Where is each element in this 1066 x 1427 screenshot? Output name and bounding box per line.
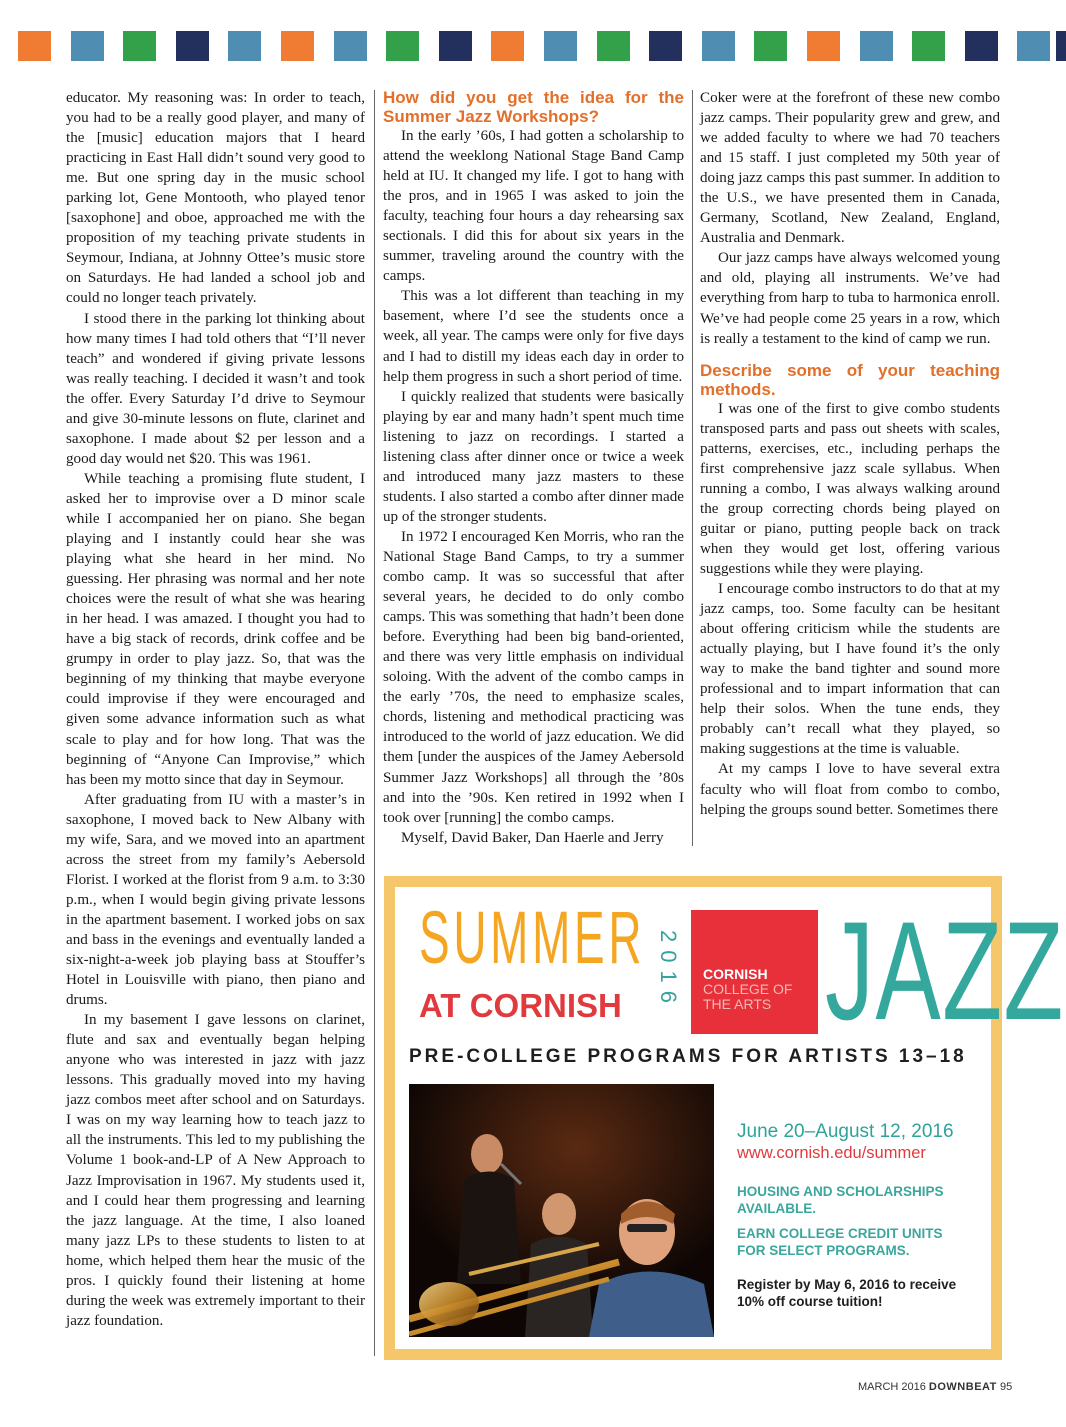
logo-subtitle: COLLEGE OF THE ARTS: [703, 981, 793, 1012]
color-block: [912, 31, 945, 61]
paragraph: While teaching a promising flute student, I asked her to improvise over a D minor scale while I accompanied her on piano. She began playing and I instantly could hear she was playing what she heard in her mind. No guessing. Her phrasing was normal and her note choices were the result of what she was hearing in her head. I was amazed. I thought you had to have a big stack of records, drink coffee and be grumpy in order to play jazz. So, that was the beginning of my thinking that maybe everyone could improvise if they were encouraged and given some advance information such as what scale to play and for how long. That was the beginning of “Anyone Can Improvise,” which has been my motto since that day in Seymour.: [66, 470, 365, 788]
column-divider: [692, 90, 693, 846]
article-column-2: [383, 88, 684, 848]
color-block: [860, 31, 893, 61]
color-block: [281, 31, 314, 61]
paragraph: educator. My reasoning was: In order to teach, you had to be a really good player, and many of the [music] education majors that I heard practicing in East Hall didn’t sound very good to me. But one spring day in the music school parking lot, Gene Montooth, who played tenor [saxophone] and oboe, approached me with the proposition of my teaching private students in Seymour, Indiana, at Johnny Ottee’s music store on Saturdays. He had landed a school job and could no longer teach privately.: [66, 90, 365, 307]
color-block: [334, 31, 367, 61]
ad-summer-title: SUMMER: [419, 896, 646, 979]
paragraph: I was one of the first to give combo students transposed parts and pass out sheets with scales, patterns, exercises, etc., including perhaps the first comprehensive jazz scale syllabus. When running a combo, I was always walking around the group correcting chords being played on guitar or piano, putting people back on track when they would get lost, offering various suggestions while they were playing.: [700, 400, 1000, 577]
color-block: [123, 31, 156, 61]
color-block: [1017, 31, 1050, 61]
ad-year: 2016: [656, 929, 681, 1011]
paragraph: At my camps I love to have several extra faculty who will float from combo to combo, helping the groups sound better. Sometimes there: [700, 761, 1000, 818]
column-divider: [374, 90, 375, 1356]
ad-housing-info: HOUSING AND SCHOLARSHIPS AVAILABLE.: [737, 1184, 944, 1216]
paragraph: After graduating from IU with a master’s in saxophone, I moved back to New Albany with my wife, Sara, and we moved into an apartment across the street from my family’s Aebersold Florist. I worked at the florist from 9 a.m. to 3:30 p.m., when I would begin giving private lessons in the apartment basement. I worked jobs on sax and bass in the evenings and eventually landed a six-night-a-week job playing bass at Stouffer’s Hotel in Louisville with piano, then piano and drums.: [66, 791, 365, 1009]
issue-date: MARCH 2016: [858, 1381, 926, 1393]
paragraph: I stood there in the parking lot thinking about how many times I had told others that “I’ll never teach” and wondered if giving private lessons was really teaching. I decided it wasn’t and took the offer. Every Saturday I’d drive to Seymour and give 30-minute lessons on flute, clarinet and saxophone. I made about $2 per lesson and a good day would net $20. This was 1961.: [66, 310, 365, 467]
color-block: [18, 31, 51, 61]
color-block: [702, 31, 735, 61]
article-column-1: [66, 88, 365, 1331]
cornish-summer-jazz-ad: [384, 876, 1065, 1360]
color-block: [1056, 31, 1066, 61]
ad-at-cornish: AT CORNISH: [419, 987, 622, 1024]
page-number: 95: [999, 1381, 1013, 1393]
paragraph: In the early ’60s, I had gotten a scholarship to attend the weeklong National Stage Band Camp held at IU. It changed my life. I got to hang with the pros, and in 1965 I was asked to join the faculty, teaching four hours a day rehearsing sax sectionals. I did this for about six years in the summer, traveling around the country with the camps.: [383, 128, 684, 285]
ad-register-info: Register by May 6, 2016 to receive 10% off course tuition!: [737, 1277, 957, 1309]
paragraph: I encourage combo instructors to do that at my jazz camps, too. Some faculty can be hesitant about offering criticism while the students are actually playing, but I have found it’s the only way to make the band tighter and sound more professional and to impart information that can help their solos. When the tune ends, they probably can’t recall what they played, so making suggestions at the time is valuable.: [700, 581, 1000, 758]
paragraph: Coker were at the forefront of these new combo jazz camps. Their popularity grew and grew, and we added faculty to where we had 70 teachers and 15 staff. I just completed my 50th year of doing jazz camps this past summer. In addition to the U.S., we have presented them in Canada, Germany, Scotland, New Zealand, England, Australia and Denmark.: [700, 90, 1000, 247]
paragraph: This was a lot different than teaching in my basement, where I’d see the students once a week, all year. The camps were only for five days and I had to distill my ideas each day in order to help them progress in such a short period of time.: [383, 288, 684, 385]
paragraph: Our jazz camps have always welcomed young and old, playing all instruments. We’ve had everything from harp to tuba to harmonica enroll. We’ve had people come 25 years in a row, which is really a testament to the kind of camp we run.: [700, 250, 1000, 347]
color-block: [228, 31, 261, 61]
paragraph: In my basement I gave lessons on clarinet, flute and sax and eventually began helping anyone who was interested in jazz with jazz lessons. This gradually moved into my having jazz combos meet after school and on Saturdays. I was on my way learning how to teach jazz to all the instruments. This led to my publishing the Volume 1 book-and-LP of A New Approach to Jazz Improvisation in 1967. My students used it, and I could hear them progressing and learning the jazz language. At the time, I also loaned many jazz LPs to these students to listen to at home, which helped them hear the music of the pros. I quickly found their listening at home during the week was extremely important to their jazz foundation.: [66, 1012, 365, 1329]
color-block: [965, 31, 998, 61]
color-block: [71, 31, 104, 61]
paragraph: In 1972 I encouraged Ken Morris, who ran the National Stage Band Camps, to try a summer combo camp. It was so successful that after several years, he decided to do only combo camps. This was something that hadn’t been done before. Everything had been big band-oriented, and there was very little emphasis on individual soloing. With the advent of the combo camps in the early ’70s, the need to emphasize scales, chords, listening and methodical practicing was introduced to the world of jazz education. We did them [under the auspices of the Jamey Aebersold Summer Jazz Workshops] all through the ’80s and into the ’90s. Ken retired in 1992 when I took over [running] the combo camps.: [383, 528, 684, 826]
color-block: [807, 31, 840, 61]
cornish-logo: [691, 910, 818, 1034]
color-block: [544, 31, 577, 61]
section-heading: Describe some of your teaching methods.: [700, 360, 1000, 399]
ad-content: [395, 887, 1065, 1349]
color-block: [439, 31, 472, 61]
paragraph: Myself, David Baker, Dan Haerle and Jerry: [401, 829, 664, 846]
color-block: [176, 31, 209, 61]
color-block: [754, 31, 787, 61]
ad-credit-info: EARN COLLEGE CREDIT UNITS FOR SELECT PROGRAMS.: [737, 1226, 943, 1258]
ad-jazz-title: JAZZ: [825, 892, 1065, 1049]
logo-name: CORNISH: [703, 966, 768, 982]
color-block: [597, 31, 630, 61]
ad-url[interactable]: www.cornish.edu/summer: [737, 1144, 926, 1162]
magazine-name: DOWNBEAT: [928, 1381, 997, 1393]
article-column-3: [700, 88, 1000, 820]
ad-programs-line: PRE-COLLEGE PROGRAMS FOR ARTISTS 13–18: [409, 1046, 967, 1067]
paragraph: I quickly realized that students were basically playing by ear and many hadn’t spent much time listening to jazz on recordings. I started a listening class after dinner once or twice a week and introduced many jazz masters to these students. I also started a combo after dinner made up of the stronger students.: [383, 388, 684, 525]
color-block: [649, 31, 682, 61]
musicians-photo: [409, 1084, 714, 1337]
page-footer: [858, 1381, 1012, 1393]
ad-dates: June 20–August 12, 2016: [737, 1121, 954, 1142]
section-heading: How did you get the idea for the Summer Jazz Workshops?: [383, 88, 684, 126]
color-block-border: [0, 31, 1066, 61]
color-block: [491, 31, 524, 61]
color-block: [386, 31, 419, 61]
